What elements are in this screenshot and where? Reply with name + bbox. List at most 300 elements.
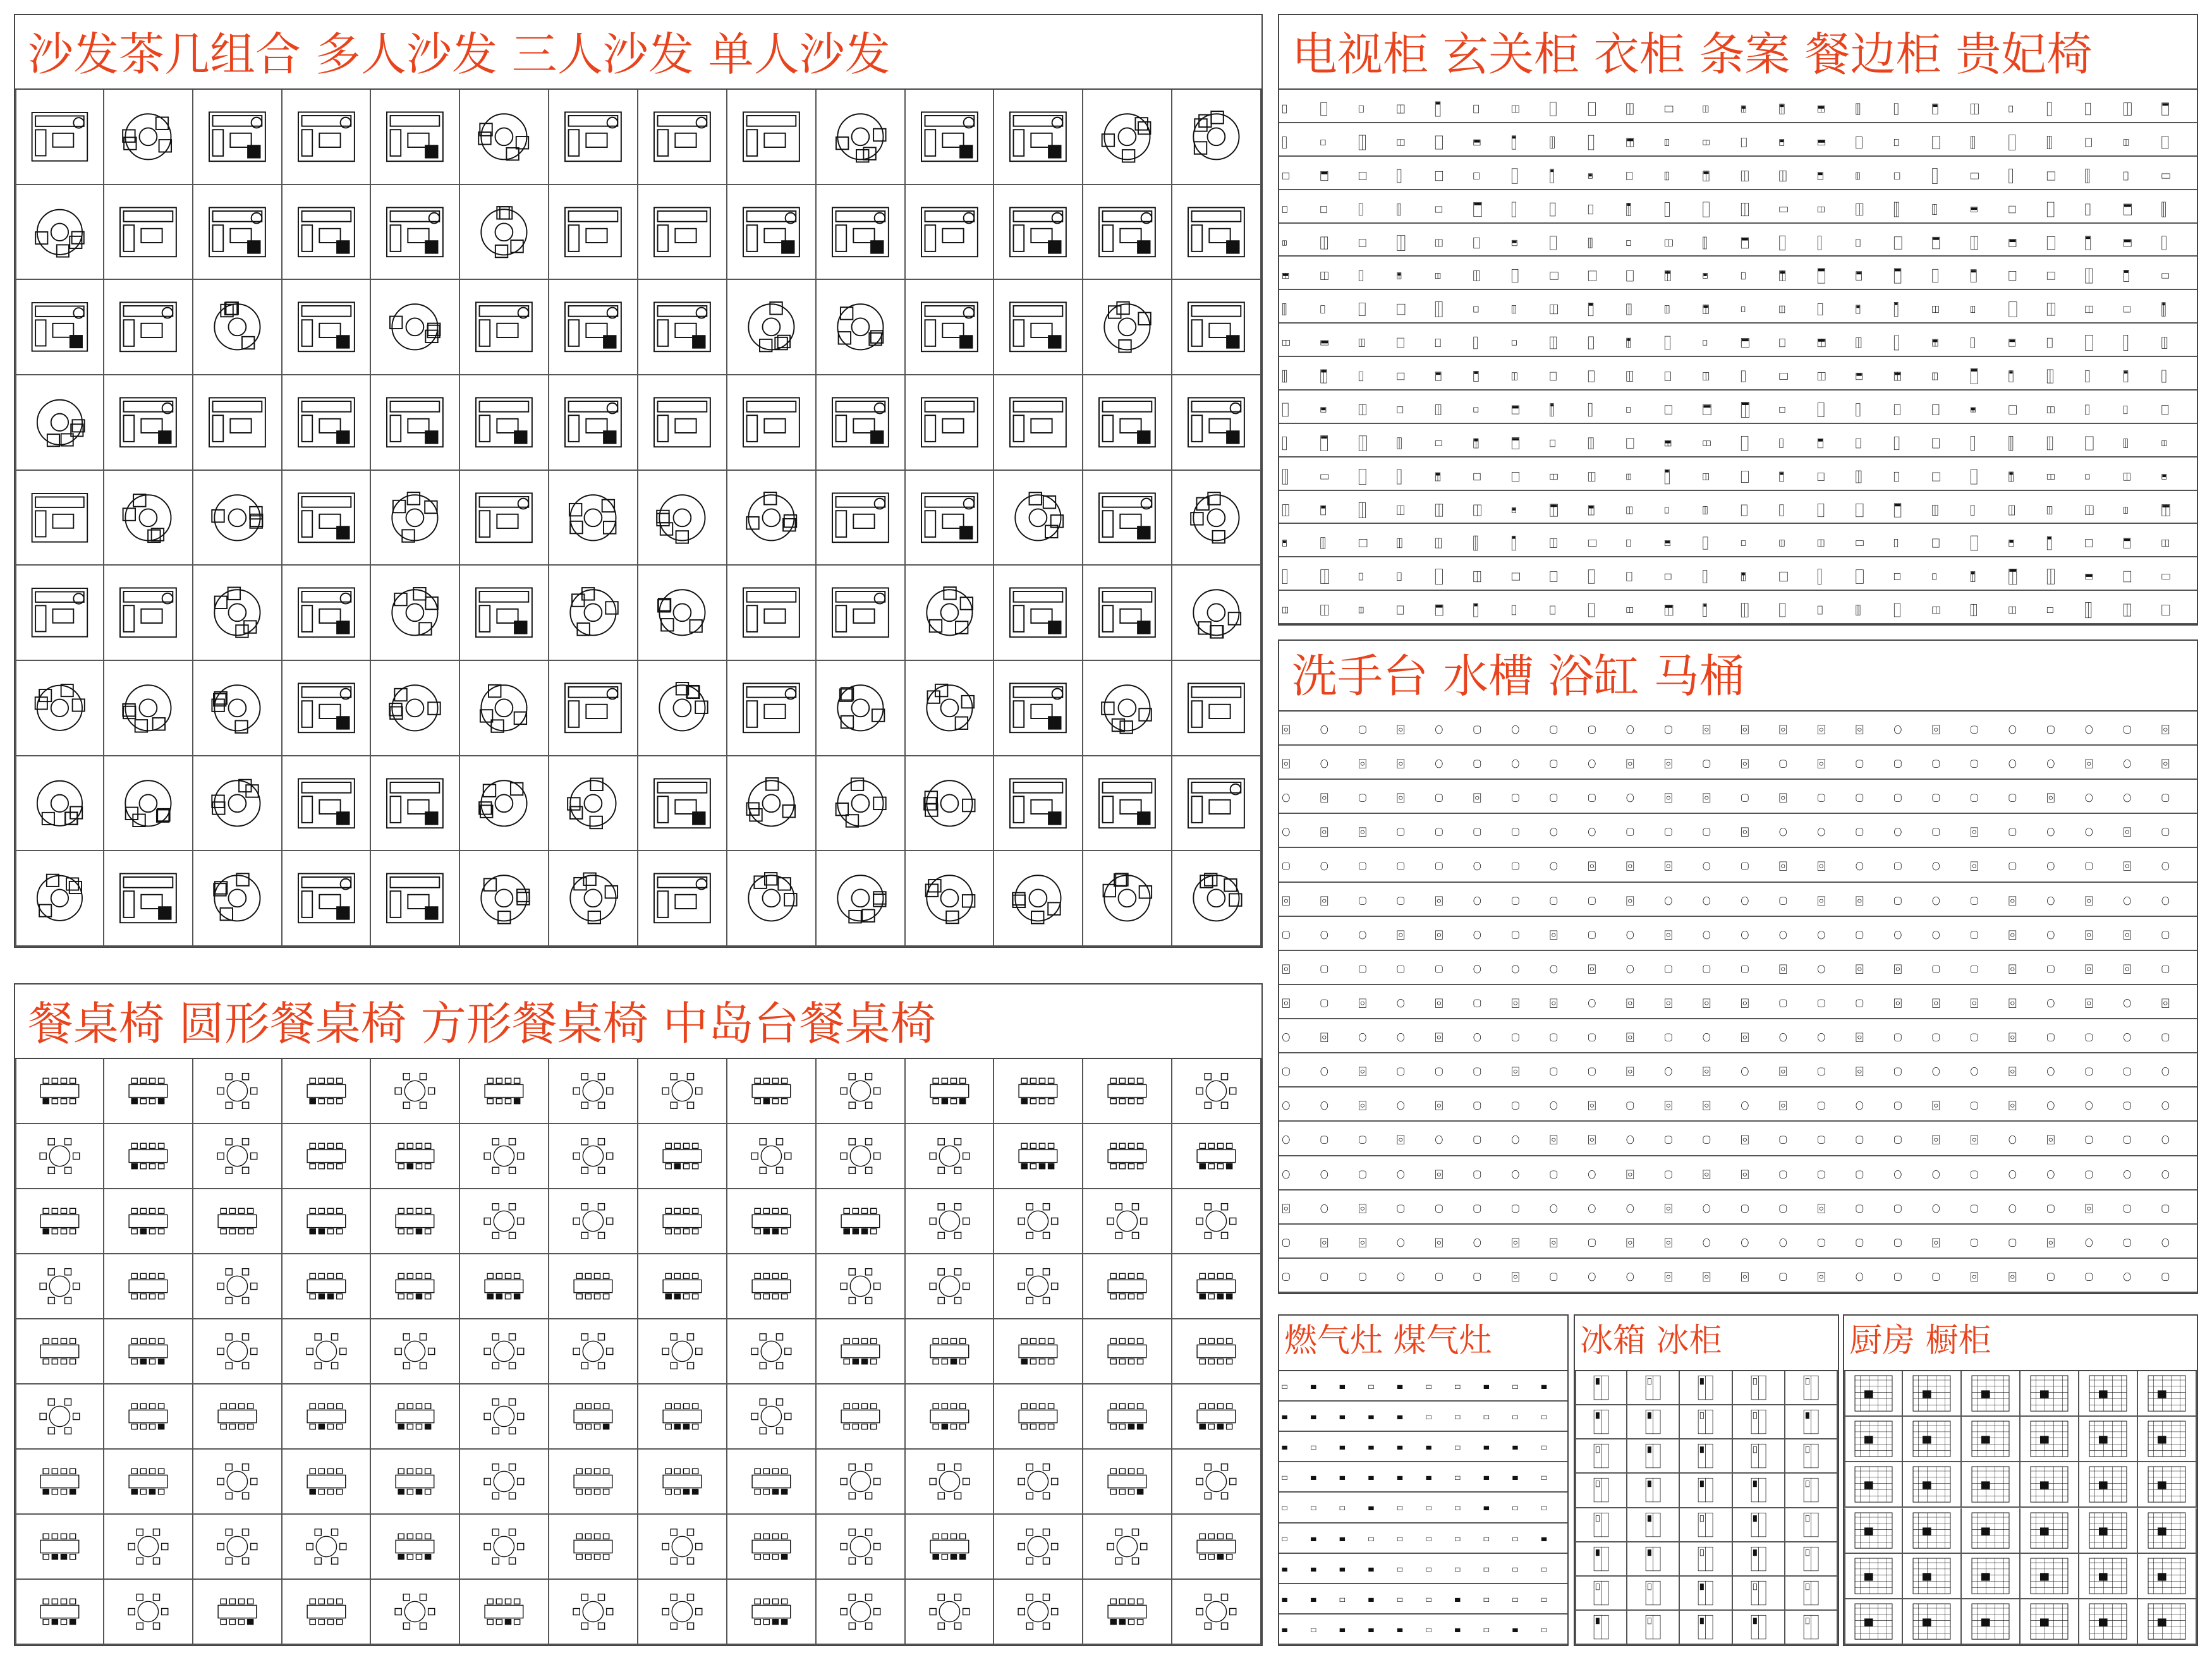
sofa-block-cell xyxy=(549,851,638,947)
dining-block-cell xyxy=(1083,1319,1172,1384)
sofa-block-cell xyxy=(549,185,638,281)
dining-block-cell xyxy=(193,1450,283,1515)
sofa-block-cell xyxy=(1083,471,1172,566)
sofa-block-cell xyxy=(994,280,1083,375)
dining-block-cell xyxy=(15,1384,104,1450)
kitchen-block-cell xyxy=(2079,1554,2138,1599)
dining-block-cell xyxy=(727,1254,817,1319)
dining-block-cell xyxy=(104,1059,193,1124)
grid-dining xyxy=(15,1058,1261,1645)
sofa-block-cell xyxy=(638,566,727,661)
bath-block-row xyxy=(1279,780,2197,814)
dining-block-cell xyxy=(906,1059,995,1124)
stove-block-row xyxy=(1279,1462,1567,1493)
kitchen-block-cell xyxy=(1962,1599,2021,1645)
sofa-block-cell xyxy=(906,566,995,661)
dining-block-cell xyxy=(994,1384,1083,1450)
bath-block-row xyxy=(1279,848,2197,882)
dining-block-cell xyxy=(549,1580,638,1645)
bath-block-row xyxy=(1279,1087,2197,1122)
panel-dining xyxy=(14,983,1263,1646)
fridge-block-cell xyxy=(1680,1405,1732,1439)
panel-fridge xyxy=(1574,1314,1839,1646)
dining-block-cell xyxy=(104,1580,193,1645)
dining-block-cell xyxy=(193,1189,283,1254)
stove-block-row xyxy=(1279,1554,1567,1584)
sofa-block-cell xyxy=(1083,375,1172,471)
fridge-block-cell xyxy=(1733,1405,1785,1439)
dining-block-cell xyxy=(549,1254,638,1319)
sofa-block-cell xyxy=(460,471,549,566)
dining-block-cell xyxy=(460,1254,549,1319)
dining-block-cell xyxy=(460,1189,549,1254)
sofa-block-cell xyxy=(994,566,1083,661)
fridge-block-cell xyxy=(1627,1577,1680,1611)
bath-block-row xyxy=(1279,917,2197,951)
sofa-block-cell xyxy=(371,851,460,947)
dining-block-cell xyxy=(727,1515,817,1580)
sofa-block-cell xyxy=(906,471,995,566)
sofa-block-cell xyxy=(283,185,372,281)
kitchen-block-cell xyxy=(1844,1554,1903,1599)
dining-block-cell xyxy=(727,1124,817,1189)
fridge-block-cell xyxy=(1680,1577,1732,1611)
bath-block-row xyxy=(1279,1053,2197,1087)
sofa-block-cell xyxy=(727,661,817,756)
cabinet-block-row xyxy=(1279,157,2197,190)
sofa-block-cell xyxy=(994,375,1083,471)
dining-block-cell xyxy=(283,1319,372,1384)
dining-block-cell xyxy=(817,1580,906,1645)
fridge-block-cell xyxy=(1785,1508,1838,1542)
dining-block-cell xyxy=(15,1189,104,1254)
panel-title-bath: 洗手台 水槽 浴缸 马桶 xyxy=(1292,650,1745,703)
sofa-block-cell xyxy=(460,756,549,852)
dining-block-cell xyxy=(906,1580,995,1645)
sofa-block-cell xyxy=(283,566,372,661)
dining-block-cell xyxy=(817,1384,906,1450)
fridge-block-cell xyxy=(1575,1508,1627,1542)
dining-block-cell xyxy=(193,1254,283,1319)
stove-block-row xyxy=(1279,1493,1567,1523)
sofa-block-cell xyxy=(371,185,460,281)
panel-title-sofa: 沙发茶几组合 多人沙发 三人沙发 单人沙发 xyxy=(28,28,890,81)
dining-block-cell xyxy=(460,1384,549,1450)
sofa-block-cell xyxy=(817,661,906,756)
strips-stove xyxy=(1279,1370,1567,1645)
sofa-block-cell xyxy=(193,90,283,185)
dining-block-cell xyxy=(283,1515,372,1580)
sofa-block-cell xyxy=(104,471,193,566)
kitchen-block-cell xyxy=(2138,1508,2197,1554)
dining-block-cell xyxy=(15,1059,104,1124)
dining-block-cell xyxy=(283,1450,372,1515)
dining-block-cell xyxy=(371,1124,460,1189)
dining-block-cell xyxy=(906,1384,995,1450)
kitchen-block-cell xyxy=(1962,1462,2021,1508)
fridge-block-cell xyxy=(1733,1508,1785,1542)
panel-title-dining: 餐桌椅 圆形餐桌椅 方形餐桌椅 中岛台餐桌椅 xyxy=(28,997,936,1050)
sofa-block-cell xyxy=(104,280,193,375)
cabinet-block-row xyxy=(1279,257,2197,290)
dining-block-cell xyxy=(994,1059,1083,1124)
sofa-block-cell xyxy=(15,375,104,471)
bath-block-row xyxy=(1279,1190,2197,1225)
dining-block-cell xyxy=(638,1254,727,1319)
bath-block-row xyxy=(1279,746,2197,780)
cabinet-block-row xyxy=(1279,524,2197,557)
panel-title-stove: 燃气灶 煤气灶 xyxy=(1284,1322,1492,1360)
fridge-block-cell xyxy=(1680,1508,1732,1542)
dining-block-cell xyxy=(283,1580,372,1645)
dining-block-cell xyxy=(371,1384,460,1450)
fridge-block-cell xyxy=(1733,1371,1785,1405)
sofa-block-cell xyxy=(371,661,460,756)
sofa-block-cell xyxy=(727,756,817,852)
fridge-block-cell xyxy=(1680,1439,1732,1474)
dining-block-cell xyxy=(15,1515,104,1580)
sofa-block-cell xyxy=(15,661,104,756)
dining-block-cell xyxy=(549,1059,638,1124)
grid-fridge xyxy=(1575,1370,1838,1645)
kitchen-block-cell xyxy=(2138,1554,2197,1599)
fridge-block-cell xyxy=(1733,1611,1785,1645)
sofa-block-cell xyxy=(371,375,460,471)
sofa-block-cell xyxy=(1083,661,1172,756)
fridge-block-cell xyxy=(1575,1542,1627,1577)
sofa-block-cell xyxy=(193,661,283,756)
sofa-block-cell xyxy=(906,756,995,852)
sofa-block-cell xyxy=(727,280,817,375)
kitchen-block-cell xyxy=(1903,1462,1962,1508)
dining-block-cell xyxy=(638,1580,727,1645)
dining-block-cell xyxy=(371,1189,460,1254)
dining-block-cell xyxy=(1172,1254,1261,1319)
sofa-block-cell xyxy=(906,661,995,756)
sofa-block-cell xyxy=(283,90,372,185)
dining-block-cell xyxy=(104,1384,193,1450)
dining-block-cell xyxy=(1172,1580,1261,1645)
sofa-block-cell xyxy=(817,375,906,471)
dining-block-cell xyxy=(1083,1515,1172,1580)
fridge-block-cell xyxy=(1575,1405,1627,1439)
dining-block-cell xyxy=(193,1124,283,1189)
stove-block-row xyxy=(1279,1615,1567,1645)
dining-block-cell xyxy=(371,1515,460,1580)
fridge-block-cell xyxy=(1575,1611,1627,1645)
dining-block-cell xyxy=(104,1319,193,1384)
bath-block-row xyxy=(1279,1156,2197,1190)
sofa-block-cell xyxy=(1083,90,1172,185)
sofa-block-cell xyxy=(15,756,104,852)
dining-block-cell xyxy=(994,1124,1083,1189)
dining-block-cell xyxy=(638,1124,727,1189)
dining-block-cell xyxy=(638,1384,727,1450)
sofa-block-cell xyxy=(1083,280,1172,375)
dining-block-cell xyxy=(371,1450,460,1515)
kitchen-block-cell xyxy=(1903,1554,1962,1599)
kitchen-block-cell xyxy=(2021,1508,2079,1554)
panel-kitchen xyxy=(1843,1314,2198,1646)
panel-title-fridge: 冰箱 冰柜 xyxy=(1580,1322,1722,1360)
dining-block-cell xyxy=(906,1254,995,1319)
bath-block-row xyxy=(1279,985,2197,1019)
sofa-block-cell xyxy=(15,90,104,185)
dining-block-cell xyxy=(1083,1580,1172,1645)
sofa-block-cell xyxy=(1172,566,1261,661)
dining-block-cell xyxy=(638,1515,727,1580)
sofa-block-cell xyxy=(817,280,906,375)
dining-block-cell xyxy=(549,1319,638,1384)
sofa-block-cell xyxy=(994,90,1083,185)
sofa-block-cell xyxy=(906,375,995,471)
dining-block-cell xyxy=(104,1124,193,1189)
dining-block-cell xyxy=(817,1515,906,1580)
sofa-block-cell xyxy=(283,851,372,947)
sofa-block-cell xyxy=(549,756,638,852)
dining-block-cell xyxy=(994,1319,1083,1384)
panel-sofa xyxy=(14,14,1263,948)
dining-block-cell xyxy=(994,1515,1083,1580)
fridge-block-cell xyxy=(1680,1542,1732,1577)
sofa-block-cell xyxy=(1172,851,1261,947)
bath-block-row xyxy=(1279,1019,2197,1053)
cabinet-block-row xyxy=(1279,123,2197,157)
sofa-block-cell xyxy=(727,375,817,471)
sofa-block-cell xyxy=(638,375,727,471)
sofa-block-cell xyxy=(371,756,460,852)
dining-block-cell xyxy=(906,1515,995,1580)
sofa-block-cell xyxy=(817,851,906,947)
dining-block-cell xyxy=(817,1059,906,1124)
dining-block-cell xyxy=(1083,1254,1172,1319)
stove-block-row xyxy=(1279,1432,1567,1462)
bath-block-row xyxy=(1279,951,2197,985)
fridge-block-cell xyxy=(1785,1577,1838,1611)
bath-block-row xyxy=(1279,1225,2197,1259)
sofa-block-cell xyxy=(638,280,727,375)
sofa-block-cell xyxy=(549,661,638,756)
dining-block-cell xyxy=(549,1450,638,1515)
strips-cabinet xyxy=(1279,88,2197,624)
fridge-block-cell xyxy=(1733,1474,1785,1508)
kitchen-block-cell xyxy=(1962,1371,2021,1417)
sofa-block-cell xyxy=(1172,185,1261,281)
kitchen-block-cell xyxy=(2138,1462,2197,1508)
stove-block-row xyxy=(1279,1371,1567,1402)
sofa-block-cell xyxy=(1083,851,1172,947)
sofa-block-cell xyxy=(817,566,906,661)
dining-block-cell xyxy=(460,1124,549,1189)
fridge-block-cell xyxy=(1733,1542,1785,1577)
dining-block-cell xyxy=(1083,1450,1172,1515)
fridge-block-cell xyxy=(1785,1405,1838,1439)
dining-block-cell xyxy=(1083,1059,1172,1124)
fridge-block-cell xyxy=(1733,1439,1785,1474)
sofa-block-cell xyxy=(460,280,549,375)
dining-block-cell xyxy=(727,1580,817,1645)
dining-block-cell xyxy=(727,1384,817,1450)
dining-block-cell xyxy=(727,1450,817,1515)
bath-block-row xyxy=(1279,1259,2197,1293)
sofa-block-cell xyxy=(727,90,817,185)
sofa-block-cell xyxy=(104,661,193,756)
dining-block-cell xyxy=(906,1189,995,1254)
bath-block-row xyxy=(1279,1122,2197,1156)
kitchen-block-cell xyxy=(1844,1462,1903,1508)
sofa-block-cell xyxy=(193,756,283,852)
kitchen-block-cell xyxy=(1844,1508,1903,1554)
sofa-block-cell xyxy=(1172,661,1261,756)
dining-block-cell xyxy=(193,1384,283,1450)
cabinet-block-row xyxy=(1279,457,2197,491)
sofa-block-cell xyxy=(1172,280,1261,375)
fridge-block-cell xyxy=(1680,1371,1732,1405)
sofa-block-cell xyxy=(460,375,549,471)
dining-block-cell xyxy=(1172,1319,1261,1384)
dining-block-cell xyxy=(1083,1384,1172,1450)
dining-block-cell xyxy=(371,1319,460,1384)
sofa-block-cell xyxy=(549,566,638,661)
fridge-block-cell xyxy=(1627,1542,1680,1577)
dining-block-cell xyxy=(1172,1124,1261,1189)
panel-stove xyxy=(1278,1314,1569,1646)
kitchen-block-cell xyxy=(2138,1417,2197,1462)
dining-block-cell xyxy=(906,1319,995,1384)
dining-block-cell xyxy=(460,1059,549,1124)
dining-block-cell xyxy=(283,1384,372,1450)
dining-block-cell xyxy=(104,1254,193,1319)
sofa-block-cell xyxy=(460,566,549,661)
sofa-block-cell xyxy=(1172,375,1261,471)
kitchen-block-cell xyxy=(1903,1371,1962,1417)
fridge-block-cell xyxy=(1733,1577,1785,1611)
sofa-block-cell xyxy=(193,375,283,471)
kitchen-block-cell xyxy=(2079,1599,2138,1645)
sofa-block-cell xyxy=(638,471,727,566)
fridge-block-cell xyxy=(1785,1611,1838,1645)
dining-block-cell xyxy=(549,1384,638,1450)
sofa-block-cell xyxy=(283,375,372,471)
sofa-block-cell xyxy=(817,185,906,281)
fridge-block-cell xyxy=(1627,1508,1680,1542)
dining-block-cell xyxy=(15,1580,104,1645)
sofa-block-cell xyxy=(1083,185,1172,281)
panel-title-kitchen: 厨房 橱柜 xyxy=(1849,1322,1991,1360)
sofa-block-cell xyxy=(283,661,372,756)
sofa-block-cell xyxy=(994,661,1083,756)
sofa-block-cell xyxy=(906,90,995,185)
dining-block-cell xyxy=(638,1059,727,1124)
sofa-block-cell xyxy=(727,471,817,566)
stove-block-row xyxy=(1279,1402,1567,1432)
dining-block-cell xyxy=(638,1450,727,1515)
fridge-block-cell xyxy=(1575,1371,1627,1405)
grid-kitchen xyxy=(1844,1370,2197,1645)
cabinet-block-row xyxy=(1279,290,2197,324)
sofa-block-cell xyxy=(1172,756,1261,852)
grid-sofa xyxy=(15,88,1261,947)
cabinet-block-row xyxy=(1279,324,2197,357)
sofa-block-cell xyxy=(193,566,283,661)
sofa-block-cell xyxy=(15,185,104,281)
sofa-block-cell xyxy=(371,471,460,566)
dining-block-cell xyxy=(994,1189,1083,1254)
sofa-block-cell xyxy=(371,280,460,375)
sofa-block-cell xyxy=(727,185,817,281)
dining-block-cell xyxy=(817,1254,906,1319)
dining-block-cell xyxy=(104,1189,193,1254)
bath-block-row xyxy=(1279,814,2197,848)
sofa-block-cell xyxy=(638,661,727,756)
fridge-block-cell xyxy=(1627,1405,1680,1439)
strips-bath xyxy=(1279,710,2197,1293)
fridge-block-cell xyxy=(1575,1474,1627,1508)
sofa-block-cell xyxy=(193,471,283,566)
kitchen-block-cell xyxy=(2021,1554,2079,1599)
dining-block-cell xyxy=(1172,1450,1261,1515)
dining-block-cell xyxy=(906,1450,995,1515)
sofa-block-cell xyxy=(460,851,549,947)
dining-block-cell xyxy=(193,1515,283,1580)
dining-block-cell xyxy=(994,1254,1083,1319)
dining-block-cell xyxy=(549,1189,638,1254)
sofa-block-cell xyxy=(104,185,193,281)
dining-block-cell xyxy=(193,1059,283,1124)
fridge-block-cell xyxy=(1575,1439,1627,1474)
sofa-block-cell xyxy=(460,661,549,756)
cabinet-block-row xyxy=(1279,424,2197,457)
kitchen-block-cell xyxy=(1844,1417,1903,1462)
kitchen-block-cell xyxy=(2138,1371,2197,1417)
sofa-block-cell xyxy=(994,851,1083,947)
dining-block-cell xyxy=(15,1254,104,1319)
kitchen-block-cell xyxy=(2021,1371,2079,1417)
dining-block-cell xyxy=(994,1450,1083,1515)
sofa-block-cell xyxy=(15,471,104,566)
dining-block-cell xyxy=(906,1124,995,1189)
kitchen-block-cell xyxy=(1903,1417,1962,1462)
sofa-block-cell xyxy=(906,185,995,281)
sofa-block-cell xyxy=(817,90,906,185)
stove-block-row xyxy=(1279,1584,1567,1615)
sofa-block-cell xyxy=(817,471,906,566)
sofa-block-cell xyxy=(549,471,638,566)
fridge-block-cell xyxy=(1785,1371,1838,1405)
cabinet-block-row xyxy=(1279,391,2197,424)
kitchen-block-cell xyxy=(2079,1508,2138,1554)
dining-block-cell xyxy=(460,1450,549,1515)
dining-block-cell xyxy=(193,1319,283,1384)
sofa-block-cell xyxy=(549,375,638,471)
kitchen-block-cell xyxy=(2079,1417,2138,1462)
sofa-block-cell xyxy=(104,566,193,661)
kitchen-block-cell xyxy=(2079,1462,2138,1508)
cabinet-block-row xyxy=(1279,224,2197,257)
kitchen-block-cell xyxy=(1844,1599,1903,1645)
dining-block-cell xyxy=(549,1124,638,1189)
kitchen-block-cell xyxy=(2079,1371,2138,1417)
fridge-block-cell xyxy=(1680,1611,1732,1645)
dining-block-cell xyxy=(1172,1515,1261,1580)
dining-block-cell xyxy=(638,1319,727,1384)
kitchen-block-cell xyxy=(1903,1508,1962,1554)
fridge-block-cell xyxy=(1627,1611,1680,1645)
sofa-block-cell xyxy=(727,851,817,947)
sofa-block-cell xyxy=(994,471,1083,566)
sofa-block-cell xyxy=(549,90,638,185)
kitchen-block-cell xyxy=(2138,1599,2197,1645)
